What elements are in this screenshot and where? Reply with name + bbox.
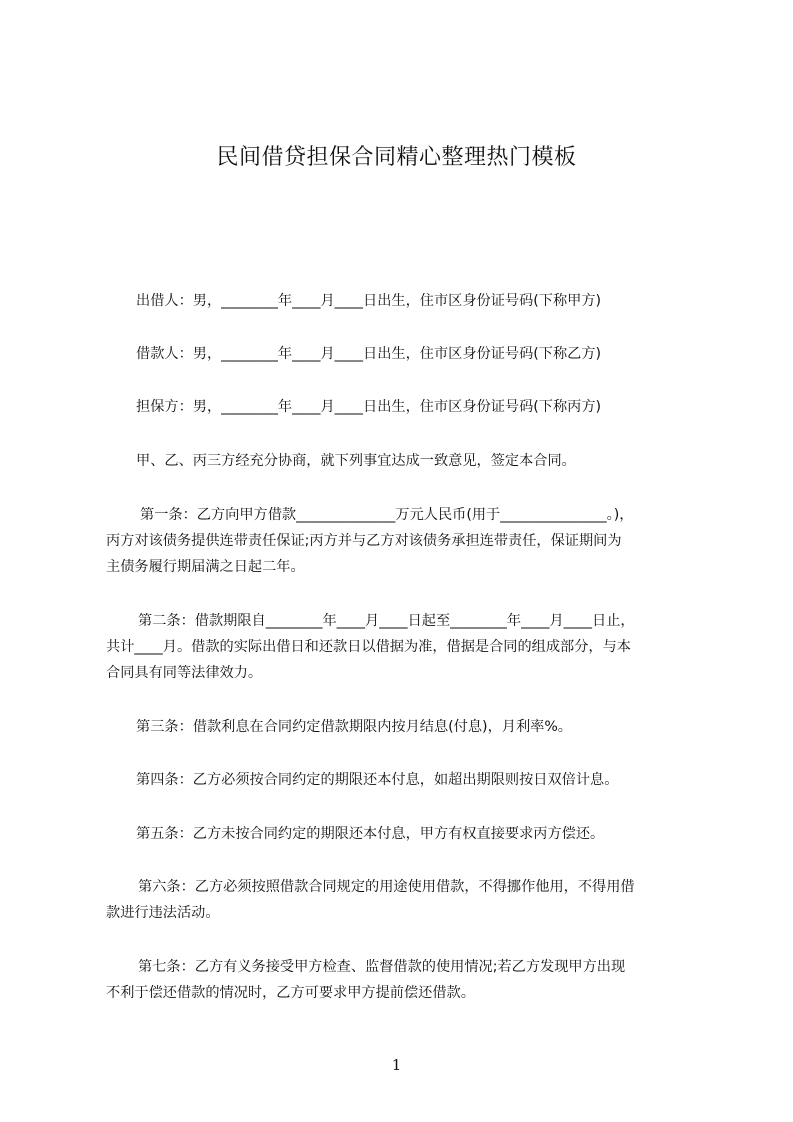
borrower-line: 借款人：男，________年____月____日出生，住市区身份证号码(下称乙方) bbox=[136, 346, 602, 362]
article-6-line-2: 款进行违法活动。 bbox=[106, 905, 220, 921]
article-6-line-1: 第六条：乙方必须按照借款合同规定的用途使用借款，不得挪作他用，不得用借 bbox=[138, 879, 635, 895]
article-2-line-1: 第二条：借款期限自________年____月____日起至________年____月____日止， bbox=[138, 613, 635, 629]
document-title: 民间借贷担保合同精心整理热门模板 bbox=[216, 145, 577, 170]
agreement-intro: 甲、乙、丙三方经充分协商，就下列事宜达成一致意见，签定本合同。 bbox=[136, 453, 576, 469]
lender-line: 出借人：男，________年____月____日出生，住市区身份证号码(下称甲方) bbox=[136, 293, 602, 309]
article-4: 第四条：乙方必须按合同约定的期限还本付息，如超出期限则按日双倍计息。 bbox=[136, 772, 619, 788]
article-1-line-1: 第一条：乙方向甲方借款______________万元人民币(用于_______________。)， bbox=[140, 507, 634, 523]
article-3: 第三条：借款利息在合同约定借款期限内按月结息(付息)，月利率%。 bbox=[136, 719, 572, 735]
page-number: 1 bbox=[391, 1056, 402, 1074]
guarantor-line: 担保方：男，________年____月____日出生，住市区身份证号码(下称丙方) bbox=[136, 399, 602, 415]
article-5: 第五条：乙方未按合同约定的期限还本付息，甲方有权直接要求丙方偿还。 bbox=[136, 826, 605, 842]
article-2-line-3: 合同具有同等法律效力。 bbox=[106, 665, 263, 681]
article-1-line-2: 丙方对该债务提供连带责任保证;丙方并与乙方对该债务承担连带责任，保证期间为 bbox=[106, 533, 622, 549]
article-2-line-2: 共计____月。借款的实际出借日和还款日以借据为准，借据是合同的组成部分，与本 bbox=[106, 639, 631, 655]
article-1-line-3: 主债务履行期届满之日起二年。 bbox=[106, 559, 305, 575]
article-7-line-2: 不利于偿还借款的情况时，乙方可要求甲方提前偿还借款。 bbox=[106, 985, 475, 1001]
article-7-line-1: 第七条：乙方有义务接受甲方检查、监督借款的使用情况;若乙方发现甲方出现 bbox=[138, 959, 626, 975]
